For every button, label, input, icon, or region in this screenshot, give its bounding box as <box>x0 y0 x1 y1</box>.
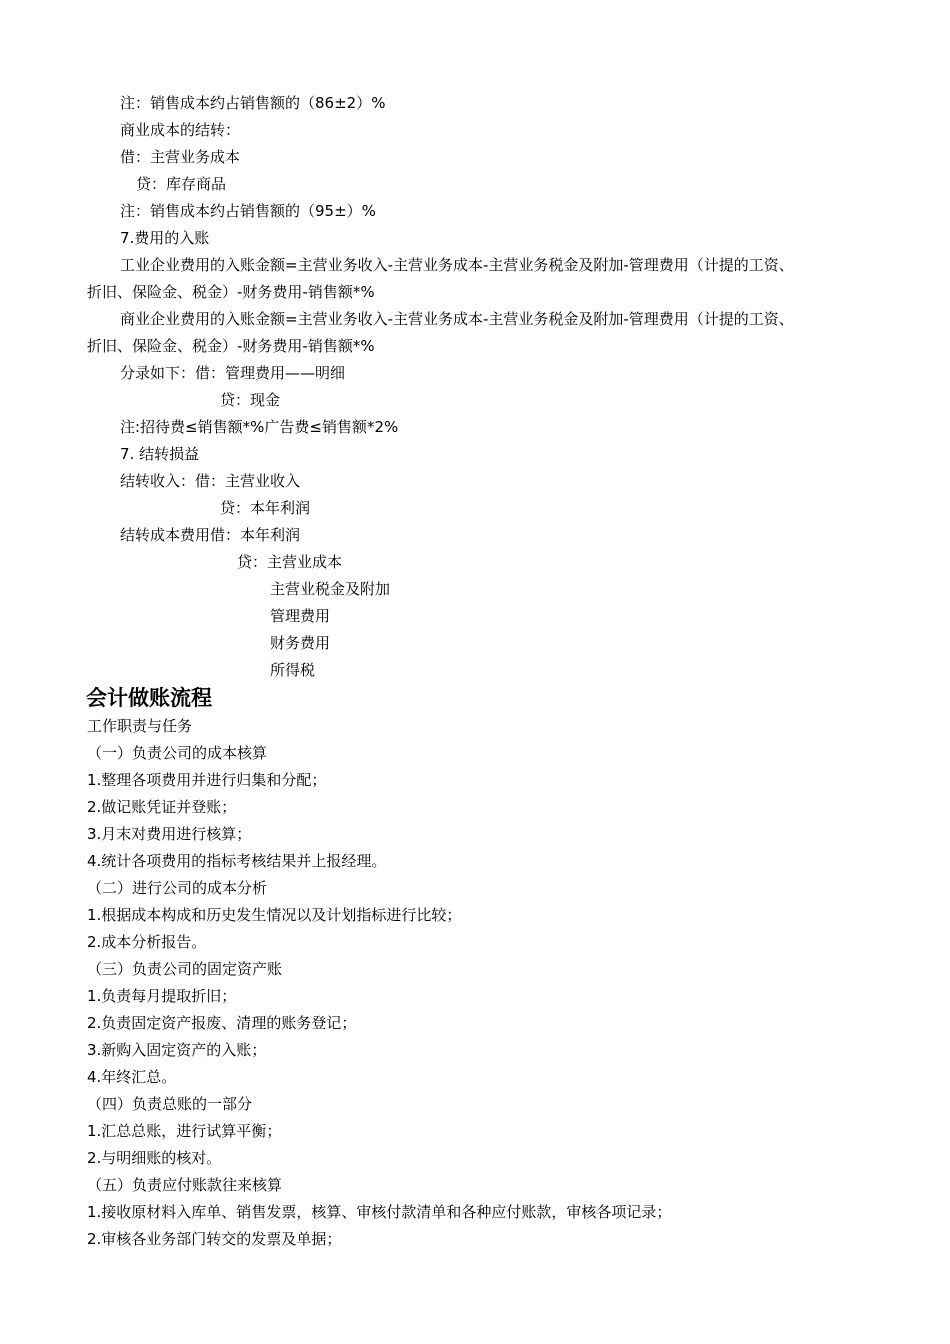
group-title-general-ledger: （四）负责总账的一部分 <box>87 1095 253 1113</box>
expense-entry-title: 7.费用的入账 <box>120 229 210 247</box>
commercial-cost-transfer-title: 商业成本的结转： <box>120 121 241 139</box>
commercial-expense-formula-line2: 折旧、保险金、税金）-财务费用-销售额*% <box>87 337 375 355</box>
list-item: 1.负责每月提取折旧； <box>87 987 237 1005</box>
carry-cost-credit-finance: 财务费用 <box>270 634 331 652</box>
section-subtitle: 工作职责与任务 <box>87 717 193 735</box>
carry-cost-credit-admin: 管理费用 <box>270 607 331 625</box>
industrial-expense-formula-line2: 折旧、保险金、税金）-财务费用-销售额*% <box>87 283 375 301</box>
group-title-fixed-assets: （三）负责公司的固定资产账 <box>87 960 283 978</box>
list-item: 3.新购入固定资产的入账； <box>87 1041 267 1059</box>
list-item: 1.根据成本构成和历史发生情况以及计划指标进行比较； <box>87 906 462 924</box>
list-item: 3.月末对费用进行核算； <box>87 825 252 843</box>
carry-income-debit: 结转收入：借：主营业收入 <box>120 472 301 490</box>
group-title-cost-accounting: （一）负责公司的成本核算 <box>87 744 268 762</box>
note-industrial-cost-ratio: 注：销售成本约占销售额的（86±2）% <box>120 94 386 112</box>
list-item: 1.接收原材料入库单、销售发票，核算、审核付款清单和各种应付账款，审核各项记录； <box>87 1203 672 1221</box>
commercial-expense-formula-line1: 商业企业费用的入账金额=主营业务收入-主营业务成本-主营业务税金及附加-管理费用（计提的工资、 <box>120 310 794 328</box>
commercial-credit-entry: 贷：库存商品 <box>136 175 227 193</box>
carry-cost-credit-income-tax: 所得税 <box>270 661 316 679</box>
carry-forward-title: 7. 结转损益 <box>120 445 200 463</box>
note-commercial-cost-ratio: 注：销售成本约占销售额的（95±）% <box>120 202 376 220</box>
industrial-expense-formula-line1: 工业企业费用的入账金额=主营业务收入-主营业务成本-主营业务税金及附加-管理费用（计提的工资、 <box>120 256 794 274</box>
list-item: 2.审核各业务部门转交的发票及单据； <box>87 1230 342 1248</box>
list-item: 2.与明细账的核对。 <box>87 1149 222 1167</box>
group-title-accounts-payable: （五）负责应付账款往来核算 <box>87 1176 283 1194</box>
carry-income-credit: 贷：本年利润 <box>220 499 311 517</box>
list-item: 2.做记账凭证并登账； <box>87 798 237 816</box>
group-title-cost-analysis: （二）进行公司的成本分析 <box>87 879 268 897</box>
list-item: 4.年终汇总。 <box>87 1068 177 1086</box>
list-item: 2.负责固定资产报废、清理的账务登记； <box>87 1014 357 1032</box>
carry-cost-debit: 结转成本费用借：本年利润 <box>120 526 301 544</box>
list-item: 2.成本分析报告。 <box>87 933 207 951</box>
carry-cost-credit-main-cost: 贷：主营业成本 <box>237 553 343 571</box>
section-heading: 会计做账流程 <box>86 686 212 710</box>
expense-entry-credit: 贷：现金 <box>220 391 281 409</box>
carry-cost-credit-tax: 主营业税金及附加 <box>270 580 391 598</box>
note-expense-limits: 注:招待费≤销售额*%广告费≤销售额*2% <box>120 418 399 436</box>
list-item: 4.统计各项费用的指标考核结果并上报经理。 <box>87 852 387 870</box>
list-item: 1.汇总总账，进行试算平衡； <box>87 1122 282 1140</box>
list-item: 1.整理各项费用并进行归集和分配； <box>87 771 327 789</box>
expense-entry-debit: 分录如下：借：管理费用——明细 <box>120 364 346 382</box>
commercial-debit-entry: 借：主营业务成本 <box>120 148 241 166</box>
